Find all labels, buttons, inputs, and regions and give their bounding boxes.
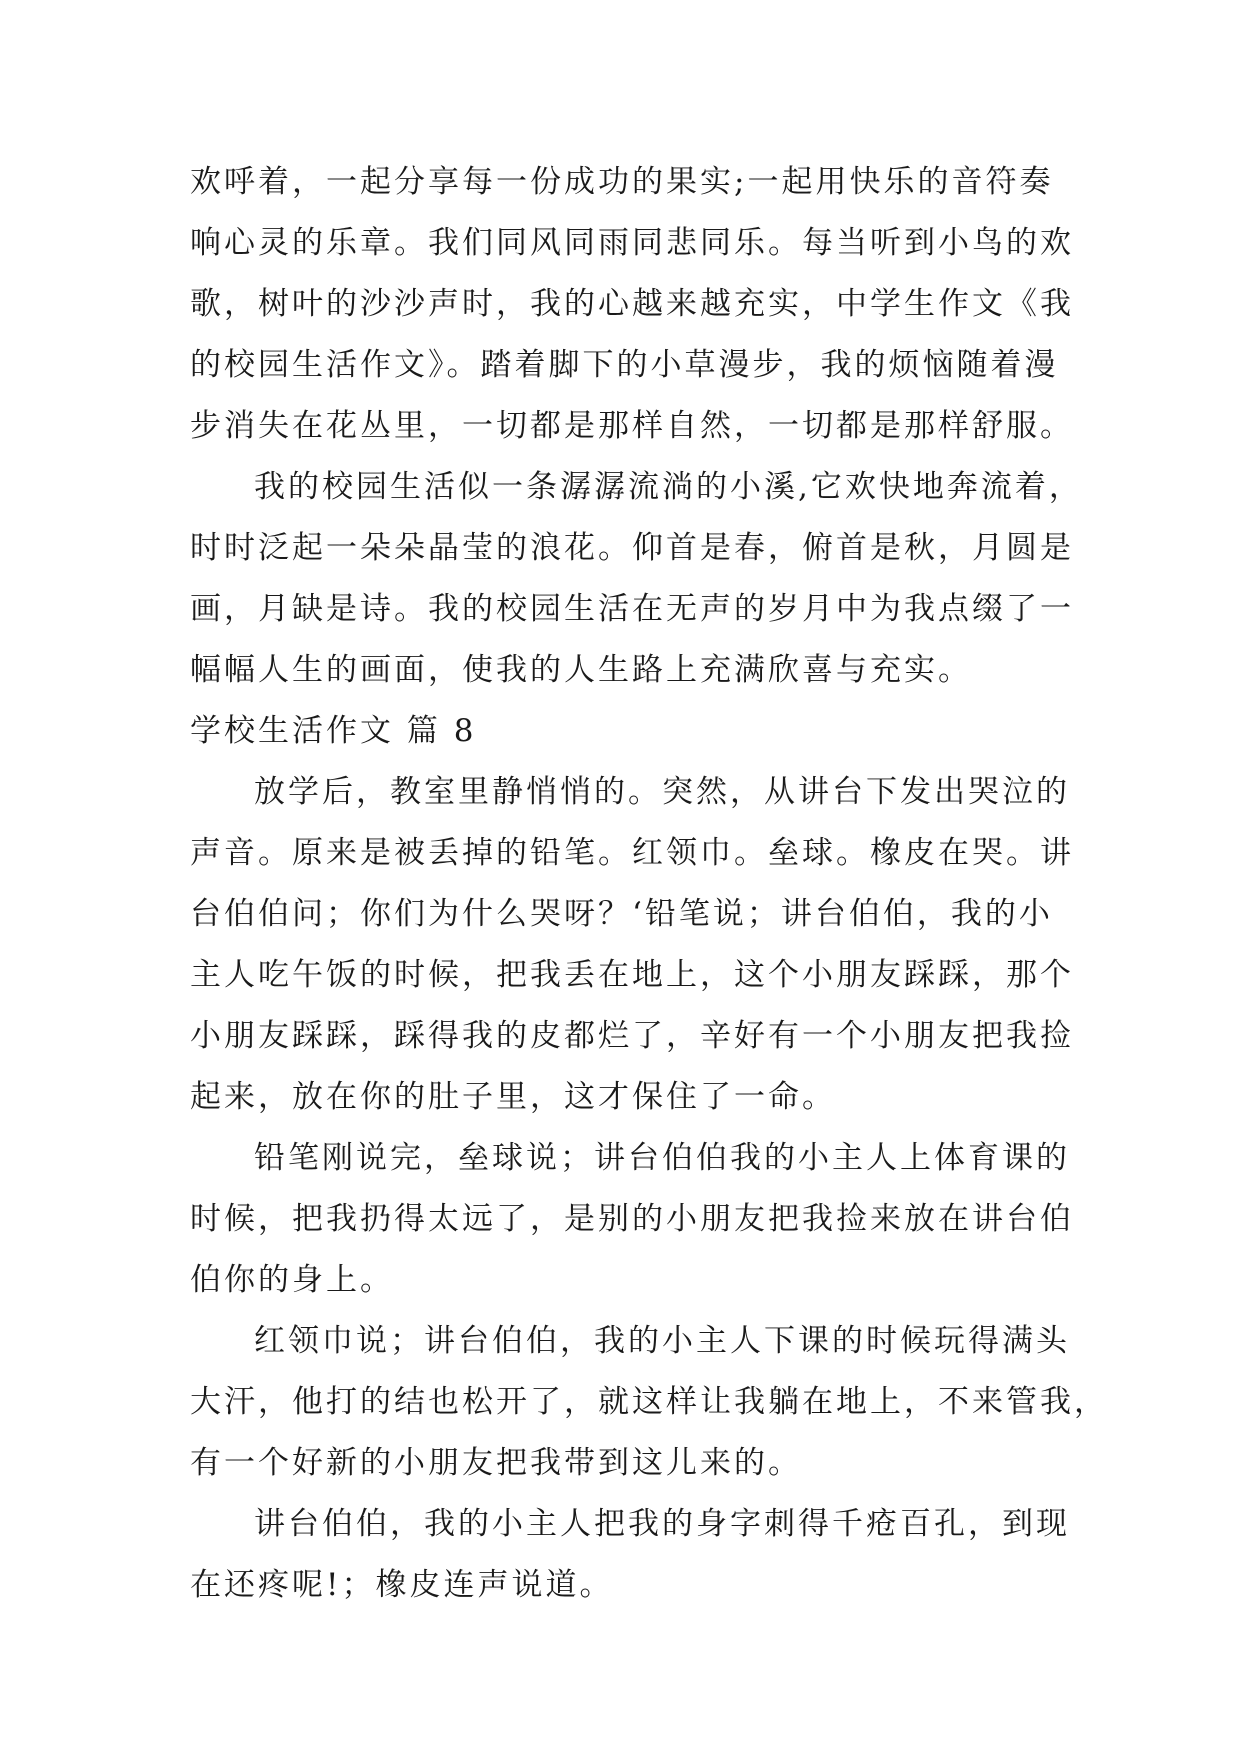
- text-line: 画，月缺是诗。我的校园生活在无声的岁月中为我点缀了一: [190, 591, 1074, 627]
- text-line: 铅笔刚说完，垒球说；讲台伯伯我的小主人上体育课的: [254, 1140, 1070, 1176]
- text-line: 在还疼呢!；橡皮连声说道。: [190, 1567, 614, 1603]
- text-line: 声音。原来是被丢掉的铅笔。红领巾。垒球。橡皮在哭。讲: [190, 835, 1074, 871]
- text-line: 响心灵的乐章。我们同风同雨同悲同乐。每当听到小鸟的欢: [190, 225, 1074, 261]
- text-line: 我的校园生活似一条潺潺流淌的小溪,它欢快地奔流着，: [254, 469, 1083, 505]
- text-line: 欢呼着，一起分享每一份成功的果实;一起用快乐的音符奏: [190, 164, 1054, 200]
- text-line: 歌，树叶的沙沙声时，我的心越来越充实，中学生作文《我: [190, 286, 1074, 322]
- text-line: 时候，把我扔得太远了，是别的小朋友把我捡来放在讲台伯: [190, 1201, 1074, 1237]
- text-line: 的校园生活作文》。踏着脚下的小草漫步，我的烦恼随着漫: [190, 347, 1059, 383]
- section-heading: 学校生活作文 篇 8: [190, 713, 477, 749]
- text-line: 伯你的身上。: [190, 1262, 394, 1298]
- paragraph: [190, 457, 1083, 701]
- paragraph: [190, 762, 1074, 1128]
- paragraph: [190, 1128, 1074, 1311]
- text-line: 主人吃午饭的时候，把我丢在地上，这个小朋友踩踩，那个: [190, 957, 1074, 993]
- paragraph: [190, 152, 1074, 457]
- text-line: 小朋友踩踩，踩得我的皮都烂了，辛好有一个小朋友把我捡: [190, 1018, 1074, 1054]
- document-body: [190, 152, 1108, 1616]
- text-line: 红领巾说；讲台伯伯，我的小主人下课的时候玩得满头: [254, 1323, 1070, 1359]
- paragraph: [190, 1311, 1108, 1494]
- text-line: 幅幅人生的画面，使我的人生路上充满欣喜与充实。: [190, 652, 972, 688]
- text-line: 台伯伯问；你们为什么哭呀？‘铅笔说；讲台伯伯，我的小: [190, 896, 1053, 932]
- text-line: 起来，放在你的肚子里，这才保住了一命。: [190, 1079, 836, 1115]
- text-line: 讲台伯伯，我的小主人把我的身字刺得千疮百孔，到现: [254, 1506, 1070, 1542]
- paragraph: [190, 1494, 1070, 1616]
- text-line: 放学后，教室里静悄悄的。突然，从讲台下发出哭泣的: [254, 774, 1070, 810]
- text-line: 步消失在花丛里，一切都是那样自然，一切都是那样舒服。: [190, 408, 1074, 444]
- text-line: 大汗，他打的结也松开了，就这样让我躺在地上，不来管我，: [190, 1384, 1108, 1420]
- text-line: 有一个好新的小朋友把我带到这儿来的。: [190, 1445, 802, 1481]
- text-line: 时时泛起一朵朵晶莹的浪花。仰首是春，俯首是秋，月圆是: [190, 530, 1074, 566]
